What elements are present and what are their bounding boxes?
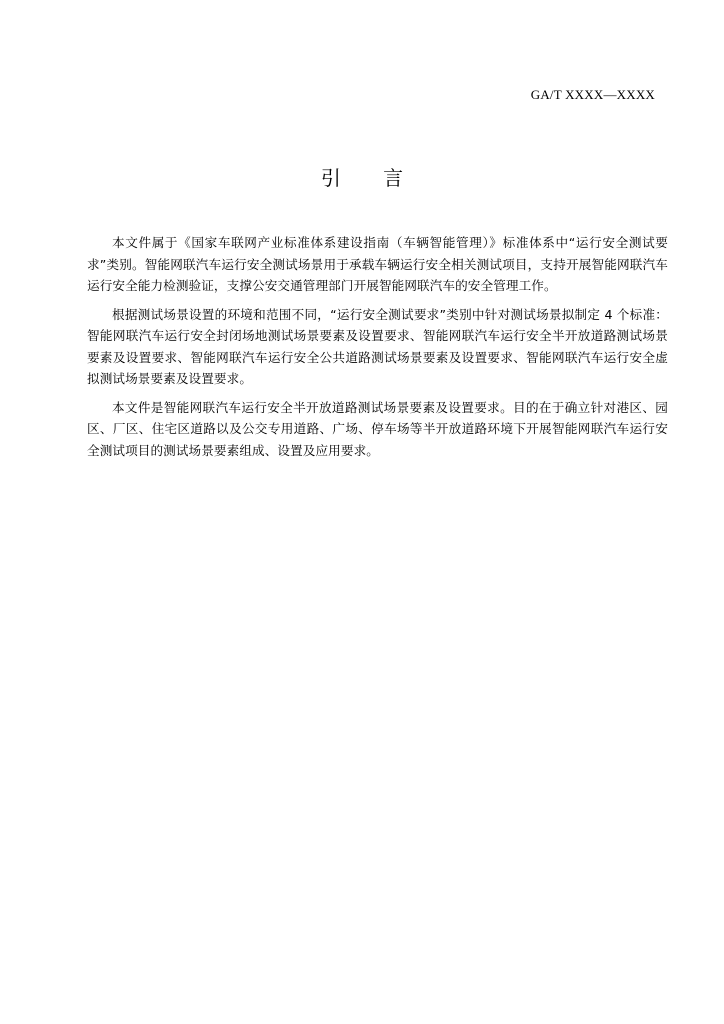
section-title: 引 言: [320, 166, 422, 190]
document-code: GA/T XXXX—XXXX: [530, 87, 655, 102]
paragraph: 根据测试场景设置的环境和范围不同，“运行安全测试要求”类别中针对测试场景拟制定 4 个标准：智能网联汽车运行安全封闭场地测试场景要素及设置要求、智能网联汽车运行安全半开放道路测试场景要素及设置要求、智能网联汽车运行安全公共道路测试场景要素及设置要求、智能网联汽车运行安全虚拟测试场景要素及设置要求。: [87, 306, 668, 386]
introduction-body: [87, 232, 668, 468]
paragraph: 本文件是智能网联汽车运行安全半开放道路测试场景要素及设置要求。目的在于确立针对港区、园区、厂区、住宅区道路以及公交专用道路、广场、停车场等半开放道路环境下开展智能网联汽车运行安全测试项目的测试场景要素组成、设置及应用要求。: [87, 399, 668, 458]
paragraph: 本文件属于《国家车联网产业标准体系建设指南（车辆智能管理）》标准体系中“运行安全测试要求”类别。智能网联汽车运行安全测试场景用于承载车辆运行安全相关测试项目，支持开展智能网联汽车运行安全能力检测验证，支撑公安交通管理部门开展智能网联汽车的安全管理工作。: [87, 235, 668, 293]
